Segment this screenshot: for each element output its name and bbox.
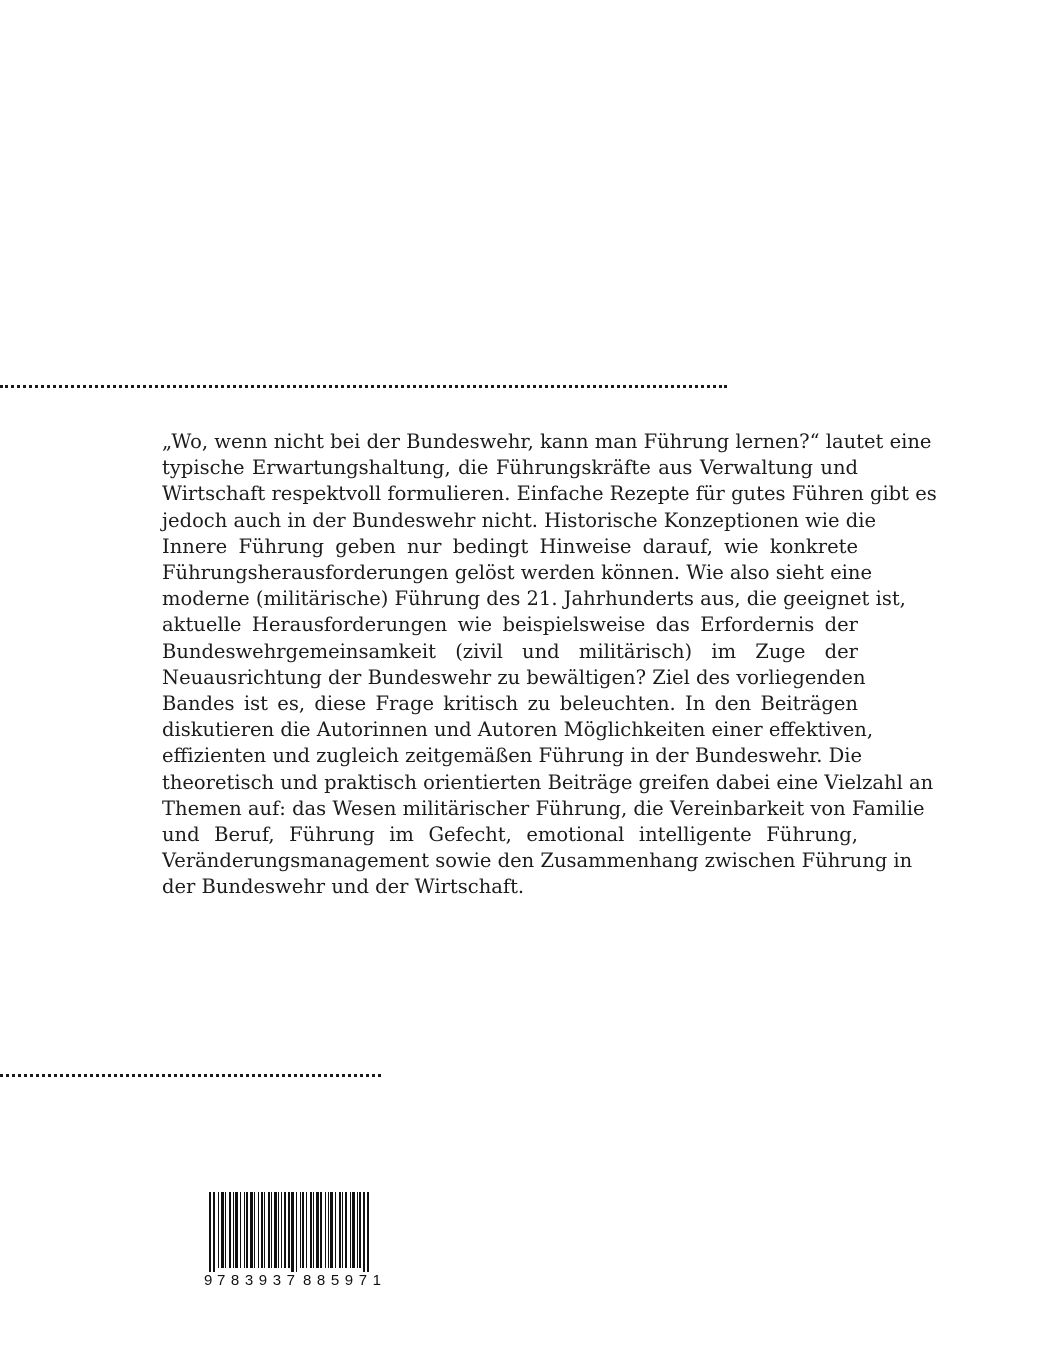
barcode-bar — [244, 1192, 245, 1268]
blurb-line: theoretisch und praktisch orientierten Beiträge greifen dabei eine Vielzahl an — [162, 770, 934, 794]
barcode-bar — [328, 1192, 329, 1268]
barcode-bar — [221, 1192, 224, 1268]
barcode-bar — [330, 1192, 333, 1268]
barcode-bar — [229, 1192, 231, 1268]
barcode-bar — [261, 1192, 263, 1268]
blurb-line: Bandes ist es, diese Frage kritisch zu beleuchten. In den Beiträgen — [162, 692, 858, 716]
isbn-barcode — [203, 1192, 386, 1288]
barcode-bar — [284, 1192, 286, 1268]
barcode-bars — [209, 1192, 369, 1272]
barcode-bar — [254, 1192, 255, 1268]
barcode-bar — [310, 1192, 312, 1268]
blurb-line: Bundeswehrgemeinsamkeit (zivil und militärisch) im Zuge der — [162, 639, 858, 663]
blurb-line: typische Erwartungshaltung, die Führungskräfte aus Verwaltung und — [162, 456, 858, 480]
barcode-bar — [235, 1192, 238, 1268]
blurb-line: Themen auf: das Wesen militärischer Führung, die Vereinbarkeit von Familie — [162, 796, 925, 820]
barcode-bar — [274, 1192, 277, 1268]
blurb-line: Führungsherausforderungen gelöst werden können. Wie also sieht eine — [162, 561, 872, 585]
barcode-bar — [306, 1192, 307, 1268]
barcode-bar — [258, 1192, 259, 1268]
barcode-bar — [352, 1192, 355, 1268]
blurb-line: jedoch auch in der Bundeswehr nicht. Historische Konzeptionen wie die — [162, 508, 877, 532]
barcode-bar — [367, 1192, 369, 1272]
blurb-line: aktuelle Herausforderungen wie beispielsweise das Erfordernis der — [162, 613, 858, 637]
barcode-bar — [250, 1192, 253, 1268]
barcode-bar — [288, 1192, 290, 1268]
barcode-bar — [363, 1192, 365, 1272]
barcode-digit-lead: 9 — [204, 1272, 213, 1288]
barcode-bar — [281, 1192, 282, 1268]
blurb-line: Neuausrichtung der Bundeswehr zu bewältigen? Ziel des vorliegenden — [162, 665, 866, 689]
barcode-bar — [359, 1192, 361, 1268]
blurb-line: diskutieren die Autorinnen und Autoren Möglichkeiten einer effektiven, — [162, 718, 874, 742]
barcode-bar — [342, 1192, 343, 1268]
barcode-bar — [357, 1192, 358, 1268]
barcode-bar — [246, 1192, 248, 1268]
blurb-line: Innere Führung geben nur bedingt Hinweise darauf, wie konkrete — [162, 534, 858, 558]
dotted-divider-top — [0, 385, 727, 388]
barcode-bar — [218, 1192, 219, 1268]
barcode-bar — [316, 1192, 319, 1268]
barcode-bar — [240, 1192, 241, 1268]
barcode-bar — [335, 1192, 336, 1268]
blurb-line: Veränderungsmanagement sowie den Zusammenhang zwischen Führung in — [162, 849, 913, 873]
blurb-line: der Bundeswehr und der Wirtschaft. — [162, 875, 525, 899]
barcode-digits-right: 885971 — [303, 1272, 381, 1288]
blurb-line: moderne (militärische) Führung des 21. Jahrhunderts aus, die geeignet ist, — [162, 587, 906, 611]
barcode-bar — [278, 1192, 279, 1268]
barcode-bar — [225, 1192, 226, 1268]
barcode-bar — [345, 1192, 347, 1268]
barcode-bar — [296, 1192, 297, 1272]
barcode-bar — [209, 1192, 211, 1272]
barcode-digits-left: 783937 — [217, 1272, 295, 1288]
back-cover-blurb — [162, 429, 937, 901]
blurb-line: effizienten und zugleich zeitgemäßen Führung in der Bundeswehr. Die — [162, 744, 863, 768]
barcode-bar — [233, 1192, 234, 1268]
barcode-bar — [291, 1192, 294, 1272]
dotted-divider-bottom — [0, 1074, 381, 1077]
barcode-bar — [313, 1192, 314, 1268]
barcode-bar — [268, 1192, 270, 1268]
barcode-bar — [339, 1192, 341, 1268]
blurb-line: „Wo, wenn nicht bei der Bundeswehr, kann man Führung lernen?“ lautet eine — [162, 430, 932, 453]
barcode-bar — [264, 1192, 265, 1268]
barcode-bar — [320, 1192, 322, 1268]
blurb-line: Wirtschaft respektvoll formulieren. Einfache Rezepte für gutes Führen gibt es — [162, 482, 937, 506]
barcode-bar — [302, 1192, 304, 1268]
barcode-bar — [325, 1192, 326, 1268]
blurb-line: und Beruf, Führung im Gefecht, emotional intelligente Führung, — [162, 823, 858, 847]
barcode-bar — [213, 1192, 215, 1272]
barcode-bar — [271, 1192, 272, 1268]
barcode-graphic — [203, 1192, 386, 1288]
barcode-bar — [350, 1192, 351, 1268]
barcode-bar — [300, 1192, 301, 1268]
